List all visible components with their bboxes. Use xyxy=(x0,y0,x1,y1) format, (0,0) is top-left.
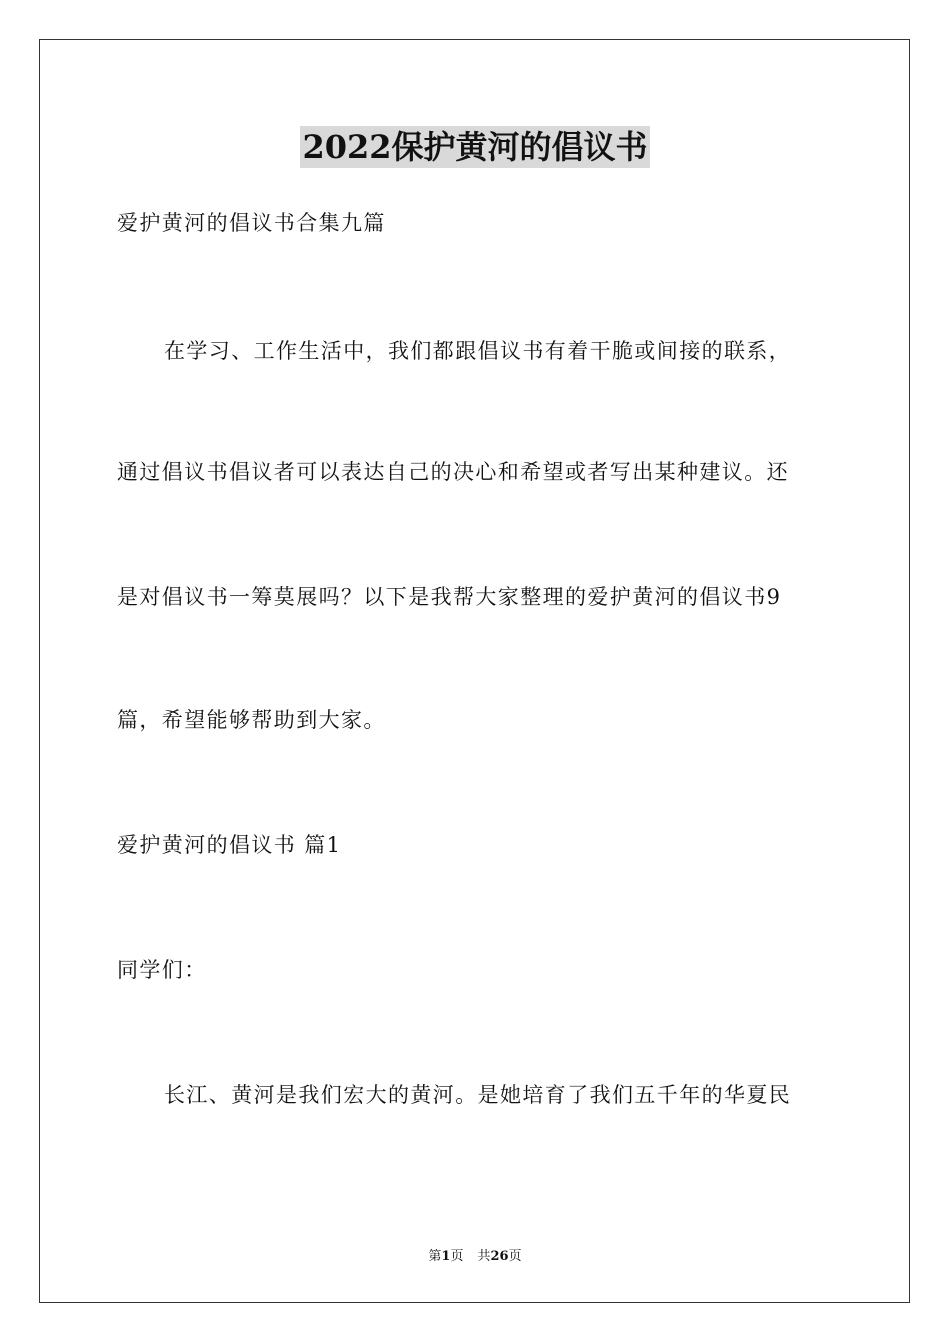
page-suffix: 页 xyxy=(450,1249,464,1264)
page-prefix: 第 xyxy=(428,1249,442,1264)
subtitle-line: 爱护黄河的倡议书合集九篇 xyxy=(117,211,386,235)
section-heading: 爱护黄河的倡议书 篇1 xyxy=(117,833,342,857)
paragraph-line: 长江、黄河是我们宏大的黄河。是她培育了我们五千年的华夏民 xyxy=(164,1083,792,1107)
paragraph-line: 通过倡议书倡议者可以表达自己的决心和希望或者写出某种建议。还 xyxy=(117,460,789,484)
paragraph-line: 是对倡议书一筹莫展吗？以下是我帮大家整理的爱护黄河的倡议书9 xyxy=(117,585,782,609)
document-title: 2022保护黄河的倡议书 xyxy=(302,128,648,166)
page-current: 1 xyxy=(441,1249,451,1264)
title-container xyxy=(0,126,950,168)
paragraph-line: 篇，希望能够帮助到大家。 xyxy=(117,708,386,732)
total-prefix: 共 xyxy=(477,1249,491,1264)
page-total: 26 xyxy=(490,1249,509,1264)
total-suffix: 页 xyxy=(508,1249,522,1264)
salutation: 同学们： xyxy=(117,958,207,982)
paragraph-line: 在学习、工作生活中，我们都跟倡议书有着干脆或间接的联系， xyxy=(164,339,792,363)
page-footer xyxy=(0,1248,950,1266)
